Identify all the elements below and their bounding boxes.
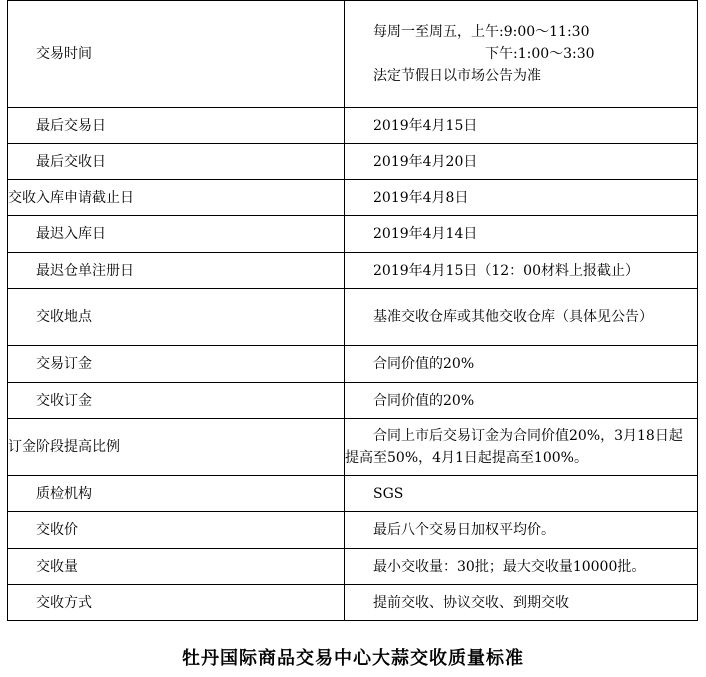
section-title: 牡丹国际商品交易中心大蒜交收质量标准: [182, 648, 524, 669]
row-value-cell: [345, 346, 698, 383]
row-label-cell: [8, 549, 345, 585]
row-label: 最迟仓单注册日: [36, 262, 134, 279]
row-label-cell: [8, 346, 345, 383]
table-row: [8, 549, 698, 585]
row-label: 交收量: [36, 558, 78, 575]
table-row: [8, 383, 698, 419]
trading-hours-line: 下午:1:00～3:30: [485, 46, 595, 62]
row-label-cell: [8, 289, 345, 346]
row-value: 2019年4月20日: [373, 153, 478, 170]
row-label-cell: [8, 180, 345, 216]
row-label-cell: [8, 419, 345, 476]
row-value: SGS: [373, 485, 404, 502]
table-row: [8, 253, 698, 289]
row-value: 2019年4月14日: [373, 226, 478, 242]
row-label-cell: [8, 585, 345, 621]
row-value-cell: [345, 144, 698, 180]
row-label: 交收订金: [36, 392, 92, 409]
row-label-cell: [8, 512, 345, 549]
row-value: 最小交收量：30批；最大交收量10000批。: [373, 558, 646, 575]
row-label-cell: [8, 144, 345, 180]
row-value-cell: [345, 549, 698, 585]
row-value-cell: [345, 1, 698, 108]
row-value-cell: [345, 419, 698, 476]
row-value-cell: [345, 216, 698, 253]
table-row: [8, 108, 698, 144]
row-label: 质检机构: [36, 485, 92, 502]
row-value: 合同价值的20%: [373, 356, 475, 372]
row-label: 最迟入库日: [36, 226, 106, 242]
row-value-cell: [345, 289, 698, 346]
table-row: [8, 144, 698, 180]
row-value-cell: [345, 585, 698, 621]
row-label: 交收入库申请截止日: [8, 189, 134, 206]
row-label-cell: [8, 383, 345, 419]
row-value-cell: [345, 512, 698, 549]
row-value: 合同价值的20%: [373, 392, 475, 409]
row-value: 2019年4月15日: [373, 117, 478, 134]
row-label-cell: [8, 216, 345, 253]
row-value: 2019年4月15日（12：00材料上报截止）: [373, 262, 639, 279]
table-row: [8, 476, 698, 512]
row-label: 交易订金: [36, 356, 92, 372]
row-label-cell: [8, 253, 345, 289]
table-row: [8, 419, 698, 476]
row-value-cell: [345, 180, 698, 216]
table-row: [8, 180, 698, 216]
row-label-cell: [8, 1, 345, 108]
row-value: 最后八个交易日加权平均价。: [373, 522, 555, 538]
delivery-rules-table: [7, 0, 698, 621]
row-label: 交易时间: [36, 46, 92, 62]
row-value: 基准交收仓库或其他交收仓库（具体见公告）: [373, 309, 653, 325]
table-row: [8, 512, 698, 549]
row-value: 提前交收、协议交收、到期交收: [373, 594, 569, 611]
table-row: [8, 585, 698, 621]
row-label-cell: [8, 476, 345, 512]
table-row: [8, 346, 698, 383]
trading-hours-line: 每周一至周五，上午:9:00～11:30: [373, 24, 590, 40]
row-value: 2019年4月8日: [373, 189, 469, 206]
trading-hours-line: 法定节假日以市场公告为准: [373, 68, 541, 84]
trading-hours-value: [345, 21, 697, 87]
row-value-cell: [345, 253, 698, 289]
table-row: [8, 216, 698, 253]
row-value: 合同上市后交易订金为合同价值20%，3月18日起提高至50%，4月1日起提高至100%。: [345, 428, 683, 466]
row-value-cell: [345, 108, 698, 144]
table-row: [8, 1, 698, 108]
row-value-cell: [345, 383, 698, 419]
row-label: 交收价: [36, 522, 78, 538]
row-label: 最后交易日: [36, 117, 106, 134]
row-label-cell: [8, 108, 345, 144]
row-label: 交收方式: [36, 594, 92, 611]
row-value-cell: [345, 476, 698, 512]
row-label: 订金阶段提高比例: [8, 439, 120, 455]
row-label: 最后交收日: [36, 153, 106, 170]
row-label: 交收地点: [36, 309, 92, 325]
table-row: [8, 289, 698, 346]
